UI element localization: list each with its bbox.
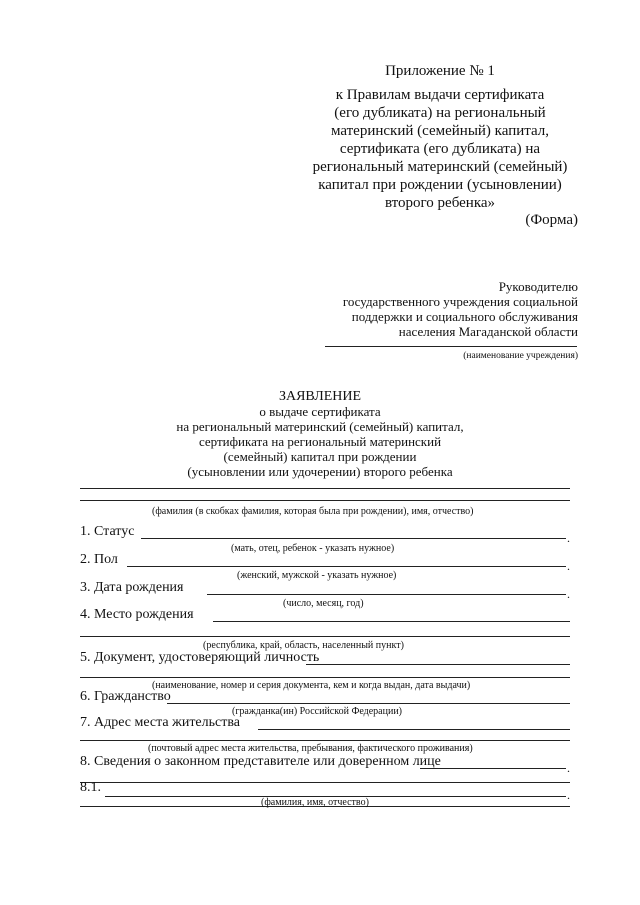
sex-field[interactable] xyxy=(127,566,566,567)
birth-date-dot: . xyxy=(567,587,570,601)
identity-doc-field-1[interactable] xyxy=(306,664,570,665)
address-hint: (почтовый адрес места жительства, пребывания, фактического проживания) xyxy=(148,743,473,754)
status-hint: (мать, отец, ребенок - указать нужное) xyxy=(231,543,395,554)
representative-label: 8. Сведения о законном представителе или доверенном лице xyxy=(80,754,441,769)
appendix-line: сертификата (его дубликата) на xyxy=(339,141,541,157)
addressee-line: Руководителю xyxy=(498,279,578,294)
rep-fio-label: 8.1. xyxy=(80,780,101,795)
birth-place-field-2[interactable] xyxy=(80,636,570,637)
fio-line-1[interactable] xyxy=(80,488,570,489)
rep-fio-hint: (фамилия, имя, отчество) xyxy=(261,797,369,808)
address-field-2[interactable] xyxy=(80,740,570,741)
institution-hint: (наименование учреждения) xyxy=(463,351,578,361)
citizenship-label: 6. Гражданство xyxy=(80,689,171,704)
address-label: 7. Адрес места жительства xyxy=(80,715,240,730)
appendix-line: материнский (семейный) капитал, xyxy=(330,123,550,139)
representative-field-2[interactable] xyxy=(80,782,570,783)
fio-line-2[interactable] xyxy=(80,500,570,501)
appendix-line: второго ребенка» xyxy=(384,195,496,211)
birth-date-hint: (число, месяц, год) xyxy=(283,598,364,609)
representative-dot: . xyxy=(567,761,570,775)
birth-date-label: 3. Дата рождения xyxy=(80,580,184,595)
identity-doc-label: 5. Документ, удостоверяющий личность xyxy=(80,650,320,665)
statement-line: сертификата на региональный материнский xyxy=(198,434,442,449)
citizenship-hint: (гражданка(ин) Российской Федерации) xyxy=(232,706,403,717)
addressee-line: государственного учреждения социальной xyxy=(342,294,578,309)
statement-line: на региональный материнский (семейный) капитал, xyxy=(176,419,464,434)
birth-place-label: 4. Место рождения xyxy=(80,607,194,622)
statement-line: (семейный) капитал при рождении xyxy=(223,449,417,464)
appendix-line: (его дубликата) на региональный xyxy=(334,105,546,121)
sex-hint: (женский, мужской - указать нужное) xyxy=(237,570,397,581)
appendix-line: капитал при рождении (усыновлении) xyxy=(318,177,562,193)
institution-name-line[interactable] xyxy=(325,346,577,347)
statement-line: (усыновлении или удочерении) второго ребенка xyxy=(187,464,453,479)
identity-doc-hint: (наименование, номер и серия документа, кем и когда выдан, дата выдачи) xyxy=(152,680,471,691)
addressee-line: населения Магаданской области xyxy=(398,324,578,339)
status-field[interactable] xyxy=(141,538,566,539)
appendix-line: к Правилам выдачи сертификата xyxy=(335,87,545,103)
citizenship-field[interactable] xyxy=(167,703,570,704)
birth-place-field-1[interactable] xyxy=(213,621,570,622)
fio-hint: (фамилия (в скобках фамилия, которая была при рождении), имя, отчество) xyxy=(152,506,474,517)
address-field-1[interactable] xyxy=(258,729,570,730)
appendix-line: региональный материнский (семейный) xyxy=(312,159,568,175)
identity-doc-field-2[interactable] xyxy=(80,677,570,678)
appendix-title: Приложение № 1 xyxy=(385,63,495,79)
form-label: (Форма) xyxy=(525,212,578,228)
addressee-line: поддержки и социального обслуживания xyxy=(351,309,578,324)
birth-date-field[interactable] xyxy=(207,594,566,595)
status-dot: . xyxy=(567,531,570,545)
sex-label: 2. Пол xyxy=(80,552,118,567)
statement-line: о выдаче сертификата xyxy=(259,404,381,419)
sex-dot: . xyxy=(567,559,570,573)
status-label: 1. Статус xyxy=(80,524,135,539)
rep-fio-dot: . xyxy=(567,788,570,802)
statement-title: ЗАЯВЛЕНИЕ xyxy=(278,389,362,404)
birth-place-hint: (республика, край, область, населенный пункт) xyxy=(203,640,404,651)
representative-field[interactable] xyxy=(420,768,566,769)
